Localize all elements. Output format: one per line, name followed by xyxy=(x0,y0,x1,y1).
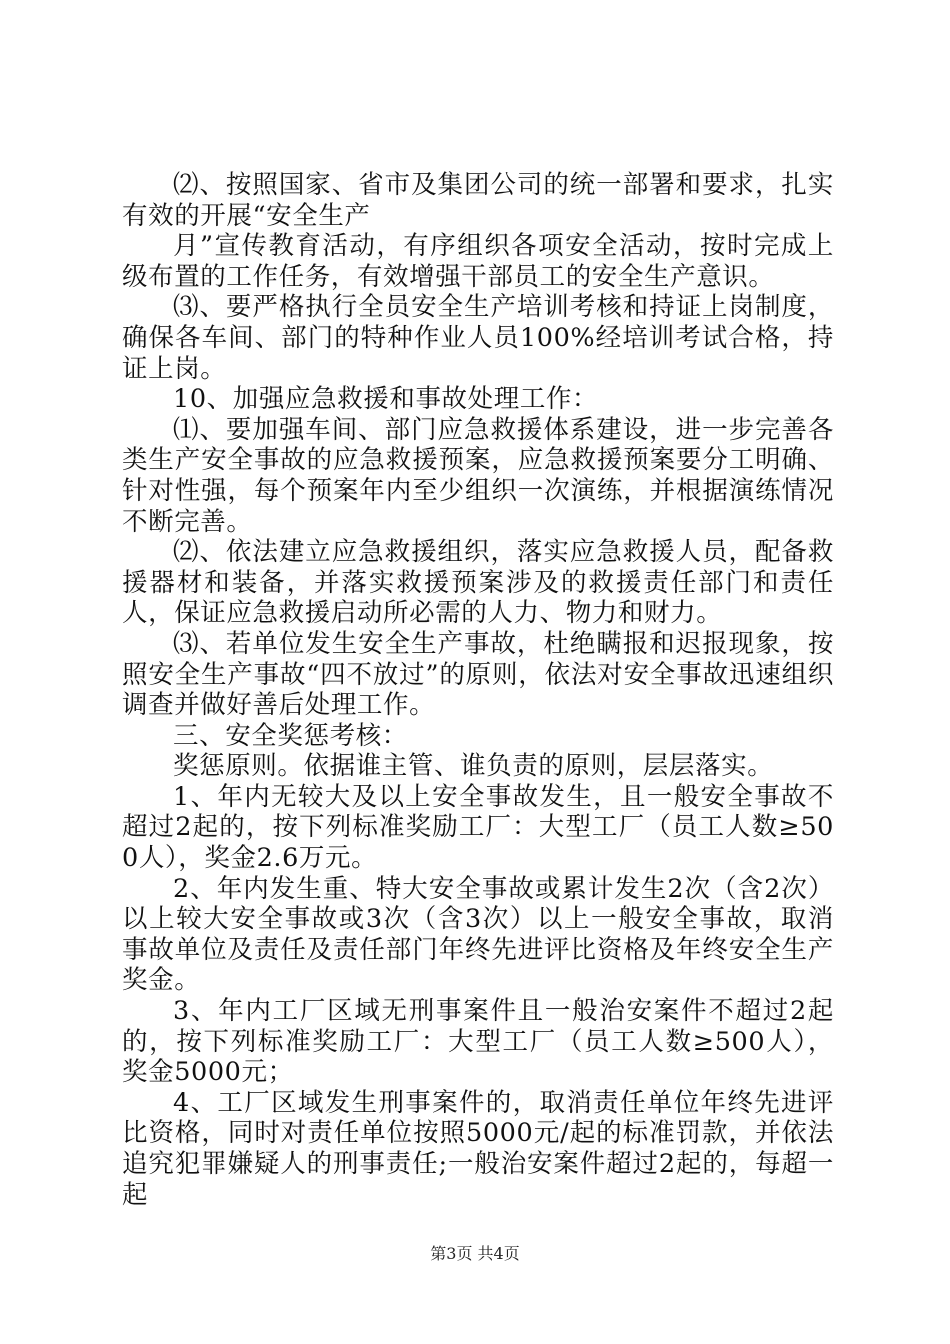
paragraph-2: 月”宣传教育活动，有序组织各项安全活动，按时完成上级布置的工作任务，有效增强干部员工的安全生产意识。 xyxy=(122,231,834,292)
paragraph-13: 4、工厂区域发生刑事案件的，取消责任单位年终先进评比资格，同时对责任单位按照5000元/起的标准罚款，并依法追究犯罪嫌疑人的刑事责任;一般治安案件超过2起的，每超一起 xyxy=(122,1087,834,1210)
paragraph-4: 10、加强应急救援和事故处理工作： xyxy=(173,384,599,415)
page-number-label: 第3页 共4页 xyxy=(430,1244,520,1263)
paragraph-12: 3、年内工厂区域无刑事案件且一般治安案件不超过2起的，按下列标准奖励工厂：大型工厂（员工人数≥500人），奖金5000元； xyxy=(122,996,834,1088)
paragraph-11: 2、年内发生重、特大安全事故或累计发生2次（含2次）以上较大安全事故或3次（含3次）以上一般安全事故，取消事故单位及责任及责任部门年终先进评比资格及年终安全生产奖金。 xyxy=(122,873,834,996)
paragraph-6: ⑵、依法建立应急救援组织，落实应急救援人员，配备救援器材和装备，并落实救援预案涉及的救援责任部门和责任人，保证应急救援启动所必需的人力、物力和财力。 xyxy=(122,537,834,629)
paragraph-1: ⑵、按照国家、省市及集团公司的统一部署和要求，扎实有效的开展“安全生产 xyxy=(122,170,834,231)
paragraph-7: ⑶、若单位发生安全生产事故，杜绝瞒报和迟报现象，按照安全生产事故“四不放过”的原则，依法对安全事故迅速组织调查并做好善后处理工作。 xyxy=(122,628,834,721)
section-heading: 三、安全奖惩考核： xyxy=(173,720,408,751)
paragraph-5: ⑴、要加强车间、部门应急救援体系建设，进一步完善各类生产安全事故的应急救援预案，应急救援预案要分工明确、针对性强，每个预案年内至少组织一次演练，并根据演练情况不断完善。 xyxy=(122,414,834,537)
paragraph-9: 奖惩原则。依据谁主管、谁负责的原则，层层落实。 xyxy=(173,751,774,782)
paragraph-10: 1、年内无较大及以上安全事故发生，且一般安全事故不超过2起的，按下列标准奖励工厂：大型工厂（员工人数≥500人），奖金2.6万元。 xyxy=(122,781,834,874)
document-body xyxy=(122,170,834,1210)
page-footer xyxy=(0,1244,950,1264)
paragraph-3: ⑶、要严格执行全员安全生产培训考核和持证上岗制度，确保各车间、部门的特种作业人员100%经培训考试合格，持证上岗。 xyxy=(122,292,834,384)
